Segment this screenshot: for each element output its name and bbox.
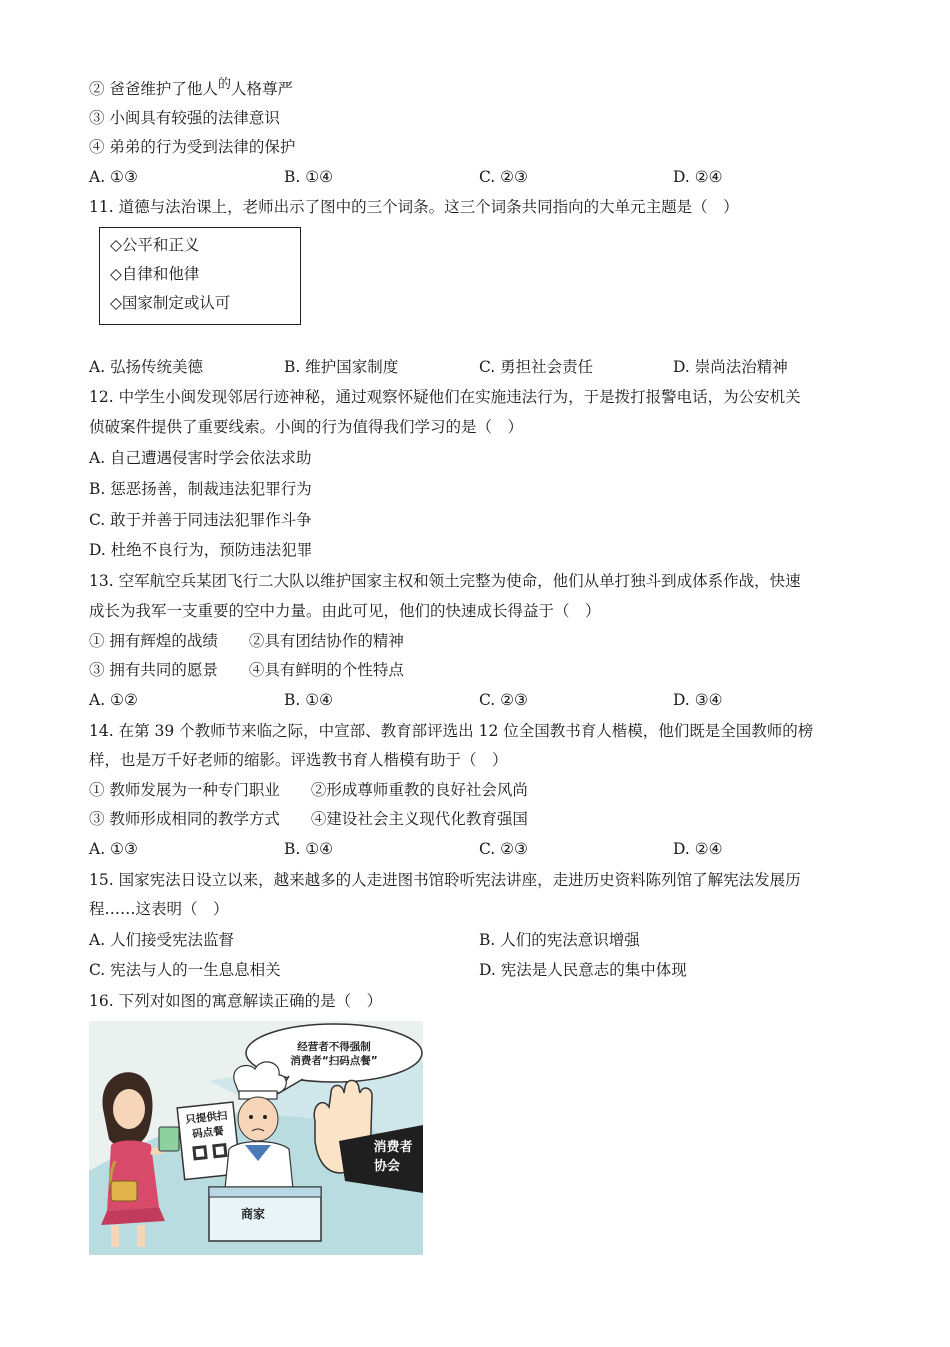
option-b: B. ①④ (284, 168, 334, 186)
q14-stem-line: 样，也是万千好老师的缩影。评选教书育人楷模有助于（ ） (89, 751, 508, 769)
option-a: A. ①③ (89, 168, 138, 186)
q16-cartoon (89, 1021, 423, 1255)
term-item: ◇公平和正义 (110, 236, 200, 254)
raised-char: 的 (217, 77, 231, 92)
option-a: A. 自己遭遇侵害时学会依法求助 (89, 449, 312, 467)
statement-2: ② 爸爸维护了他人$^的$人格尊严 (89, 77, 293, 98)
option-d: D. 杜绝不良行为，预防违法犯罪 (89, 541, 313, 559)
option-d: D. ②④ (673, 840, 723, 858)
q14-stem-line: 14. 在第 39 个教师节来临之际，中宣部、教育部评选出 12 位全国教书育人楷模，他们既是全国教师的榜 (89, 722, 814, 740)
q15-stem-line: 15. 国家宪法日设立以来，越来越多的人走进图书馆聆听宪法讲座，走进历史资料陈列馆了解宪法发展历 (89, 871, 801, 889)
option-d: D. 崇尚法治精神 (673, 358, 788, 376)
sleeve-line: 协会 (373, 1159, 401, 1174)
option-b: B. 惩恶扬善，制裁违法犯罪行为 (89, 480, 312, 498)
option-a: A. 人们接受宪法监督 (89, 931, 235, 949)
option-c: C. ②③ (479, 168, 528, 186)
option-c: C. 勇担社会责任 (479, 358, 594, 376)
option-c: C. ②③ (479, 840, 528, 858)
option-d: D. 宪法是人民意志的集中体现 (479, 961, 687, 979)
option-d: D. ②④ (673, 168, 723, 186)
q13-statements: ① 拥有辉煌的战绩 ②具有团结协作的精神 (89, 632, 404, 650)
q11-stem: 11. 道德与法治课上，老师出示了图中的三个词条。这三个词条共同指向的大单元主题是（ ） (89, 198, 739, 216)
term-item: ◇国家制定或认可 (110, 294, 231, 312)
statement-3: ③ 小闽具有较强的法律意识 (89, 109, 280, 127)
q13-statements: ③ 拥有共同的愿景 ④具有鲜明的个性特点 (89, 661, 404, 679)
q16-stem: 16. 下列对如图的寓意解读正确的是（ ） (89, 992, 383, 1010)
bubble-line: 经营者不得强制 (297, 1041, 371, 1053)
option-a: A. ①③ (89, 840, 138, 858)
sign-line: 码点餐 (191, 1125, 225, 1141)
statement-4: ④ 弟弟的行为受到法律的保护 (89, 138, 296, 156)
q13-stem-line: 成长为我军一支重要的空中力量。由此可见，他们的快速成长得益于（ ） (89, 602, 601, 620)
option-c: C. 宪法与人的一生息息相关 (89, 961, 281, 979)
option-a: A. ①② (89, 691, 138, 709)
q11-term-box (99, 227, 301, 325)
option-d: D. ③④ (673, 691, 723, 709)
q14-statements: ① 教师发展为一种专门职业 ②形成尊师重教的良好社会风尚 (89, 781, 528, 799)
option-b: B. ①④ (284, 691, 334, 709)
option-c: C. 敢于并善于同违法犯罪作斗争 (89, 511, 312, 529)
merchant-counter (209, 1187, 321, 1241)
sleeve-line: 消费者 (373, 1140, 413, 1155)
q13-stem-line: 13. 空军航空兵某团飞行二大队以维护国家主权和领土完整为使命，他们从单打独斗到成体系作战，快速 (89, 572, 801, 590)
bubble-line: 消费者“扫码点餐” (290, 1055, 378, 1067)
option-b: B. ①④ (284, 840, 334, 858)
option-c: C. ②③ (479, 691, 528, 709)
counter-label: 商家 (240, 1207, 266, 1221)
term-item: ◇自律和他律 (110, 265, 200, 283)
sign-line: 只提供扫 (184, 1109, 228, 1127)
option-a: A. 弘扬传统美德 (89, 358, 204, 376)
q14-statements: ③ 教师形成相同的教学方式 ④建设社会主义现代化教育强国 (89, 810, 528, 828)
q12-stem-line: 12. 中学生小闽发现邻居行迹神秘，通过观察怀疑他们在实施违法行为，于是拨打报警电话，为公安机关 (89, 388, 801, 406)
option-b: B. 维护国家制度 (284, 358, 399, 376)
option-b: B. 人们的宪法意识增强 (479, 931, 640, 949)
q12-stem-line: 侦破案件提供了重要线索。小闽的行为值得我们学习的是（ ） (89, 418, 524, 436)
q15-stem-line: 程……这表明（ ） (89, 900, 229, 918)
